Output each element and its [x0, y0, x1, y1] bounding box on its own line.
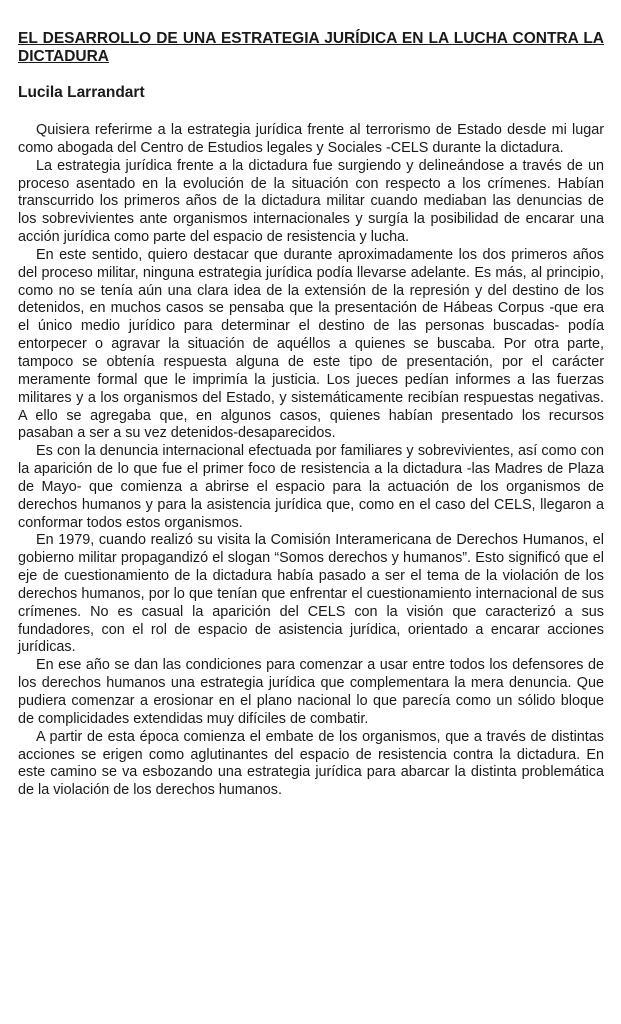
- paragraph: En 1979, cuando realizó su visita la Comisión Interamericana de Derechos Humanos, el gobierno militar propagandizó el slogan “Somos derechos y humanos”. Esto significó que el eje de cuestionamiento de la dictadura había pasado a ser el tema de la violación de los derechos humanos, por lo que tenían que enfrentar el cuestionamiento internacional de sus crímenes. No es casual la aparición del CELS con la visión que caracterizó a sus fundadores, con el rol de espacio de asistencia jurídica, orientado a encarar acciones jurídicas.: [18, 532, 604, 656]
- document-body: [18, 122, 604, 800]
- paragraph: La estrategia jurídica frente a la dictadura fue surgiendo y delineándose a través de un proceso asentado en la evolución de la situación con respecto a los crímenes. Habían transcurrido los primeros años de la dictadura militar cuando mediaban las denuncias de los sobrevivientes ante organismos internacionales y surgía la posibilidad de encarar una acción jurídica como parte del espacio de resistencia y lucha.: [18, 157, 604, 246]
- author-name: Lucila Larrandart: [18, 84, 145, 101]
- paragraph: Es con la denuncia internacional efectuada por familiares y sobrevivientes, así como con la aparición de lo que fue el primer foco de resistencia a la dictadura -las Madres de Plaza de Mayo- que comienza a abrirse el espacio para la actuación de los organismos de derechos humanos y para la asistencia jurídica que, como en el caso del CELS, llegaron a conformar todos estos organismos.: [18, 443, 604, 531]
- document-page: [18, 30, 604, 800]
- paragraph: Quisiera referirme a la estrategia jurídica frente al terrorismo de Estado desde mi lugar como abogada del Centro de Estudios legales y Sociales -CELS durante la dictadura.: [18, 122, 604, 156]
- paragraph: A partir de esta época comienza el embate de los organismos, que a través de distintas acciones se erigen como aglutinantes del espacio de resistencia contra la dictadura. En este camino se va esbozando una estrategia jurídica para abarcar la distinta problemática de la violación de los derechos humanos.: [18, 728, 604, 799]
- paragraph: En ese año se dan las condiciones para comenzar a usar entre todos los defensores de los derechos humanos una estrategia jurídica que complementara la mera denuncia. Que pudiera comenzar a erosionar en el plano nacional lo que parecía como un sólido bloque de complicidades extendidas muy difíciles de combatir.: [18, 657, 604, 727]
- document-title: EL DESARROLLO DE UNA ESTRATEGIA JURÍDICA EN LA LUCHA CONTRA LA DICTADURA: [18, 30, 604, 65]
- paragraph: En este sentido, quiero destacar que durante aproximadamente los dos primeros años del proceso militar, ninguna estrategia jurídica podía llevarse adelante. Es más, al principio, como no se tenía aún una clara idea de la extensión de la represión y del destino de los detenidos, en muchos casos se pensaba que la presentación de Hábeas Corpus -que era el único medio jurídico para determinar el destino de las personas buscadas- podía entorpecer o agravar la situación de aquéllos a quienes se buscaba. Por otra parte, tampoco se obtenía respuesta alguna de este tipo de presentación, por el carácter meramente formal que le imprimía la justicia. Los jueces pedían informes a las fuerzas militares y a los organismos del Estado, y sistemáticamente recibían respuestas negativas. A ello se agregaba que, en algunos casos, quienes habían presentado los recursos pasaban a ser a su vez detenidos-desaparecidos.: [18, 246, 604, 442]
